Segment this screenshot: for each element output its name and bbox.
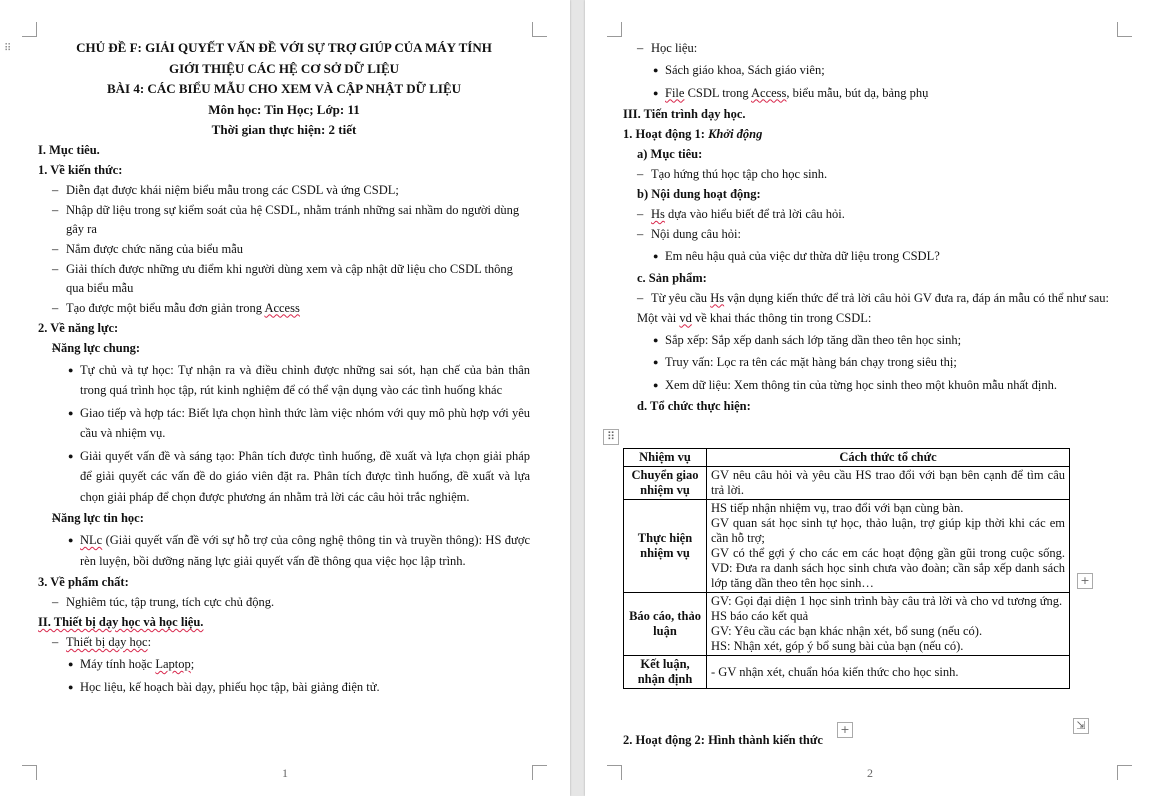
text-run: Một vài (637, 310, 680, 325)
text-run: vận dụng kiến thức để trả lời câu hỏi GV đưa ra, đáp án mẫu có thể như sau: (724, 290, 1110, 305)
subsection-heading: 1. Về kiến thức: (38, 162, 123, 177)
table-row (624, 593, 1070, 656)
text-run: 1. Hoạt động 1: (623, 127, 709, 141)
spelling-flag[interactable]: Hs (651, 207, 665, 221)
bullet-item: ● Sách giáo khoa, Sách giáo viên; (623, 60, 1115, 81)
move-handle-icon[interactable]: ⠿ (4, 43, 12, 54)
cell-line: GV nêu câu hỏi và yêu cầu HS trao đổi với bạn bên cạnh để tìm câu trả lời. (711, 468, 1065, 497)
title-line: Thời gian thực hiện: 2 tiết (211, 122, 357, 137)
bullet-item: ● Giải quyết vấn đề và sáng tạo: Phân tích được tình huống, đề xuất và lựa chọn giải pháp để giải quyết các vấn đề do giáo viên đặt ra. Phân tích được tình huống, đề xuất và lựa chọn giải pháp để chọn được phương án nhằm trả lời các câu hỏi trắc nghiệm. (38, 446, 530, 508)
text-run: Máy tính hoặc (80, 657, 156, 671)
spelling-flag[interactable]: Access (751, 85, 787, 100)
bullet-item (38, 530, 530, 571)
list-item: – Năng lực tin học: (38, 509, 530, 528)
bullet-item: ● Truy vấn: Lọc ra tên các mặt hàng bán chạy trong siêu thị; (623, 352, 1115, 373)
table-header: Nhiệm vụ (624, 449, 707, 467)
title-line: GIỚI THIỆU CÁC HỆ CƠ SỞ DỮ LIỆU (168, 60, 400, 76)
title-line: Môn học: Tin Học; Lớp: 11 (208, 101, 360, 117)
text-run: về khai thác thông tin trong CSDL: (691, 310, 872, 325)
cell-line: GV: Gọi đại diện 1 học sinh trình bày câu trả lời và cho vd tương ứng. (711, 594, 1063, 608)
spelling-flag[interactable]: Thiết bị dạy học (66, 635, 148, 649)
list-item: – Nắm được chức năng của biểu mẫu (38, 240, 530, 259)
list-item: – Học liệu: (623, 39, 1115, 58)
list-item: – Giải thích được những ưu điểm khi người dùng xem và cập nhật dữ liệu cho CSDL thông qua biểu mẫu (38, 260, 530, 298)
list-item: – Nội dung câu hỏi: (623, 225, 1115, 244)
section-heading-text[interactable]: II. Thiết bị dạy học và học liệu. (38, 615, 204, 629)
section-heading: III. Tiến trình dạy học. (623, 107, 746, 121)
table-cell-task: Thực hiện nhiệm vụ (624, 500, 707, 593)
section-heading: I. Mục tiêu. (38, 142, 100, 157)
page-1 (0, 0, 570, 796)
cell-line: HS báo cáo kết quả (711, 609, 809, 623)
title-line: CHỦ ĐỀ F: GIẢI QUYẾT VẤN ĐỀ VỚI SỰ TRỢ GIÚP CỦA MÁY TÍNH (76, 40, 492, 55)
table-row (624, 656, 1070, 689)
text-run: Từ yêu cầu (651, 290, 711, 305)
bullet-item: ● Học liệu, kế hoạch bài dạy, phiếu học tập, bài giảng điện tử. (38, 677, 530, 698)
section-heading (38, 613, 530, 632)
list-item (623, 205, 1115, 224)
cell-line: GV: Yêu cầu các bạn khác nhận xét, bổ sung (nếu có). (711, 624, 983, 638)
bullet-item: ● Tự chủ và tự học: Tự nhận ra và điều chỉnh được những sai sót, hạn chế của bản thân trong quá trình học tập, rút kinh nghiệm để có thể vận dụng vào các tình huống khác (38, 360, 530, 401)
spelling-flag[interactable]: NLc (80, 533, 103, 547)
bullet-item: ● Xem dữ liệu: Xem thông tin của từng học sinh theo một khuôn mẫu nhất định. (623, 375, 1115, 396)
crop-mark (22, 22, 37, 37)
table-header: Cách thức tổ chức (707, 449, 1070, 467)
list-item: – Năng lực chung: (38, 339, 530, 358)
list-item: – Nghiêm túc, tập trung, tích cực chủ động. (38, 593, 530, 612)
table-row (624, 467, 1070, 500)
list-item: – Tạo hứng thú học tập cho học sinh. (623, 165, 1115, 184)
page-1-body (38, 38, 530, 699)
subsection-heading: 2. Về năng lực: (38, 320, 119, 335)
subsection-heading: b) Nội dung hoạt động: (637, 187, 761, 201)
bullet-item: ● Sắp xếp: Sắp xếp danh sách lớp tăng dần theo tên học sinh; (623, 330, 1115, 351)
bullet-item (38, 654, 530, 675)
text-run: , biểu mẫu, bút dạ, bảng phụ (786, 85, 929, 100)
subsection-heading: 3. Về phẩm chất: (38, 575, 129, 589)
text-run: ; (190, 657, 195, 671)
text-run: dựa vào hiểu biết để trả lời câu hỏi. (664, 207, 845, 221)
cell-line: HS tiếp nhận nhiệm vụ, trao đổi với bạn cùng bàn. (711, 501, 964, 515)
section-heading: 2. Hoạt động 2: Hình thành kiến thức (623, 733, 823, 747)
table-move-handle-icon[interactable]: ⠿ (603, 429, 619, 445)
cell-line: GV có thể gợi ý cho các em các hoạt động gần gũi trong cuộc sống. VD: Đưa ra danh sách học sinh chưa vào đoàn; cần sắp xếp danh sách lớp tăng dần theo tên học sinh… (711, 546, 1065, 590)
paragraph (623, 309, 1115, 328)
table-cell-task: Chuyển giao nhiệm vụ (624, 467, 707, 500)
list-item (38, 299, 530, 318)
cell-line: HS: Nhận xét, góp ý bổ sung bài của bạn (nếu có). (711, 639, 964, 653)
cell-line: GV quan sát học sinh tự học, thảo luận, trợ giúp kịp thời khi các em cần hỗ trợ; (711, 516, 1065, 545)
table-cell-task: Báo cáo, thảo luận (624, 593, 707, 656)
text-run: Khởi động (708, 127, 763, 141)
table-cell-method (707, 593, 1070, 656)
add-column-icon[interactable]: + (1077, 573, 1093, 589)
page-2-footer-text (623, 731, 1115, 750)
list-item: – Diễn đạt được khái niệm biểu mẫu trong các CSDL và ứng CSDL; (38, 181, 530, 200)
subsection-heading: a) Mục tiêu: (637, 147, 703, 161)
subsection-heading: d. Tổ chức thực hiện: (637, 399, 751, 413)
add-row-icon[interactable]: + (837, 722, 853, 738)
text-run: Tạo được một biểu mẫu đơn giản trong (66, 300, 265, 315)
table-header-row (624, 449, 1070, 467)
task-table (623, 448, 1070, 689)
text-run: CSDL trong (684, 85, 752, 100)
page-number: 1 (282, 766, 288, 780)
page-number: 2 (867, 766, 873, 780)
table-cell-task: Kết luận, nhận định (624, 656, 707, 689)
crop-mark (1117, 22, 1132, 37)
bullet-item (623, 83, 1115, 104)
page-2 (585, 0, 1155, 796)
table-cell-method (707, 500, 1070, 593)
table-row (624, 500, 1070, 593)
crop-mark (607, 22, 622, 37)
subsection-heading: c. Sản phẩm: (637, 270, 707, 285)
list-item: – Thiết bị dạy học: (38, 633, 530, 652)
text-run: (Giải quyết vấn đề với sự hỗ trợ của công nghệ thông tin và truyền thông): HS được rèn luyện, bồi dưỡng năng lực giải quyết vấn đề thông qua việc học lập trình. (80, 533, 530, 568)
list-item (623, 289, 1115, 308)
spelling-flag[interactable]: Laptop (155, 657, 191, 671)
spelling-flag[interactable]: Hs (710, 290, 725, 305)
bullet-item: ● Em nêu hậu quả của việc dư thừa dữ liệu trong CSDL? (623, 246, 1115, 267)
subsection-heading (623, 125, 1115, 144)
resize-table-icon[interactable]: ⇲ (1073, 718, 1089, 734)
spelling-flag[interactable]: Access (264, 300, 300, 315)
list-item: – Nhập dữ liệu trong sự kiểm soát của hệ CSDL, nhằm tránh những sai nhầm do người dùng gây ra (38, 201, 530, 239)
page-2-body (623, 38, 1115, 416)
spelling-flag[interactable]: File (665, 85, 685, 100)
title-line: BÀI 4: CÁC BIỂU MẪU CHO XEM VÀ CẬP NHẬT DỮ LIỆU (106, 81, 462, 96)
table-cell-method (707, 467, 1070, 500)
spelling-flag[interactable]: vd (679, 310, 692, 325)
table-cell-method (707, 656, 1070, 689)
cell-line: - GV nhận xét, chuẩn hóa kiến thức cho học sinh. (711, 664, 959, 679)
crop-mark (532, 22, 547, 37)
bullet-item: ● Giao tiếp và hợp tác: Biết lựa chọn hình thức làm việc nhóm với quy mô phù hợp với yêu cầu và nhiệm vụ. (38, 403, 530, 444)
